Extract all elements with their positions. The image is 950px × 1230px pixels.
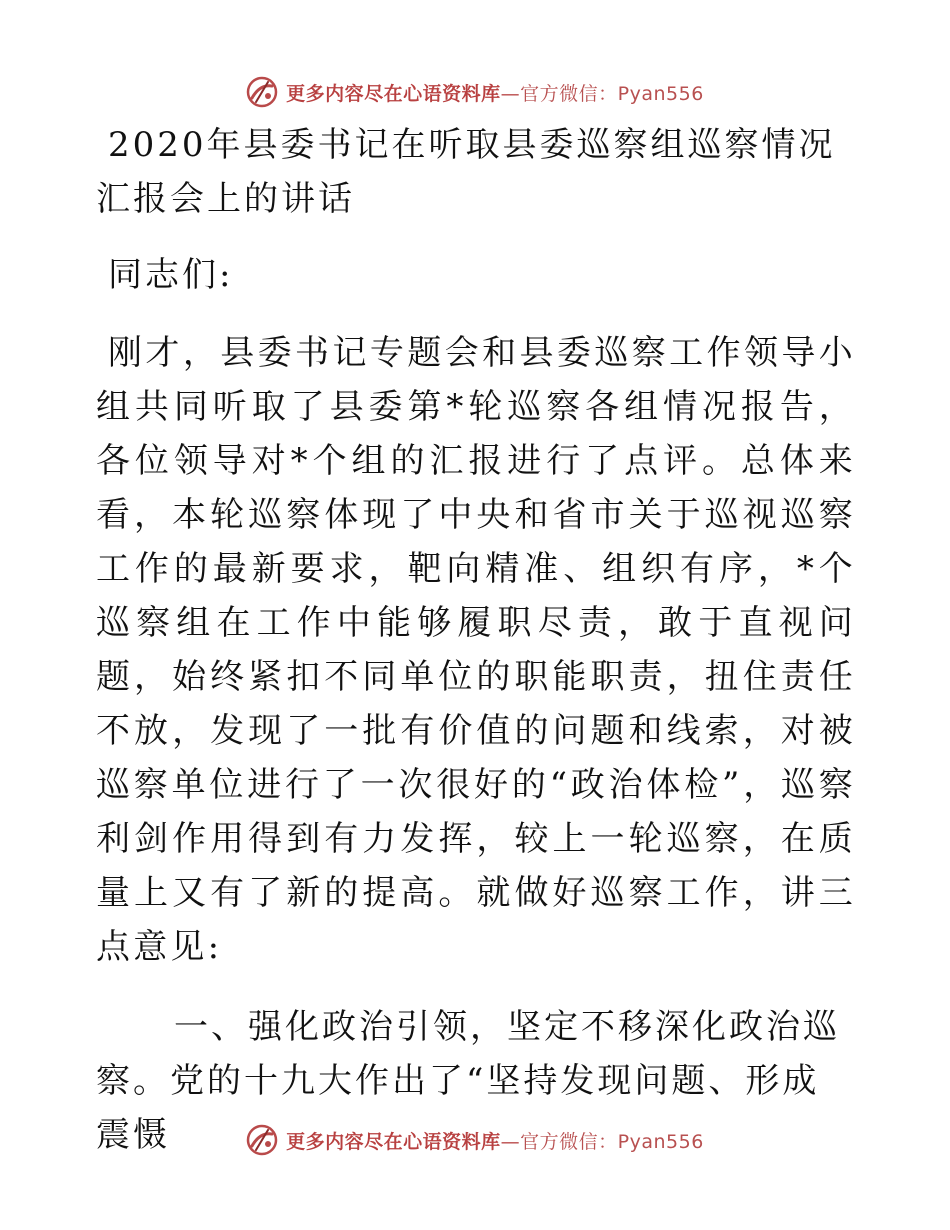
document-paragraph: 刚才，县委书记专题会和县委巡察工作领导小组共同听取了县委第*轮巡察各组情况报告，各位领导对*个组的汇报进行了点评。总体来看，本轮巡察体现了中央和省市关于巡视巡察工作的最新要求，靶向精准、组织有序，*个巡察组在工作中能够履职尽责，敢于直视问题，始终紧扣不同单位的职能职责，扭住责任不放，发现了一批有价值的问题和线索，对被巡察单位进行了一次很好的“政治体检”，巡察利剑作用得到有力发挥，较上一轮巡察，在质量上又有了新的提高。就做好巡察工作，讲三点意见:: [96, 333, 856, 967]
watermark-footer: [0, 1120, 950, 1160]
watermark-brand: 更多内容尽在心语资料库: [286, 1130, 501, 1153]
document-greeting: 同志们:: [108, 255, 234, 295]
watermark-text: [286, 79, 704, 106]
watermark-brand: 更多内容尽在心语资料库: [286, 82, 501, 105]
watermark-text: [286, 1127, 704, 1154]
watermark-wechat: 官方微信：Pyan556: [520, 82, 704, 105]
document-title: 2020年县委书记在听取县委巡察组巡察情况汇报会上的讲话: [96, 125, 836, 219]
section-heading: 一、强化政治引领，坚定不移深化政治巡察。党的十九大作出了“坚持发现问题、形成震慑: [96, 1007, 840, 1155]
watermark-separator: —: [500, 82, 521, 105]
watermark-separator: —: [500, 1130, 521, 1153]
brand-logo-icon: [246, 76, 278, 108]
watermark-header: [0, 72, 950, 112]
document-body: [96, 118, 856, 1162]
brand-logo-icon: [246, 1124, 278, 1156]
watermark-wechat: 官方微信：Pyan556: [520, 1130, 704, 1153]
